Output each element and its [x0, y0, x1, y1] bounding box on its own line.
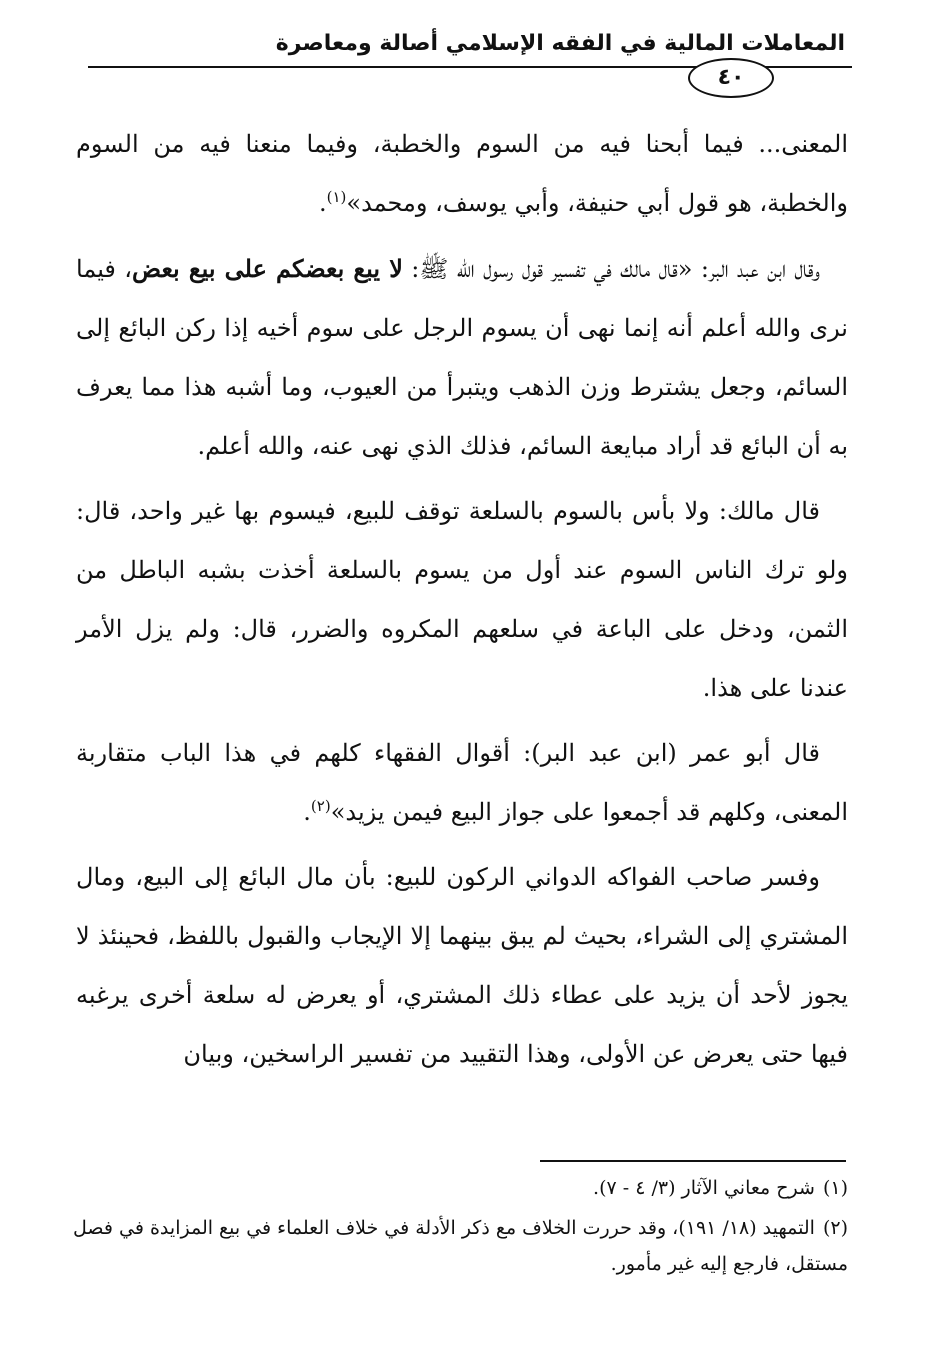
footnote-1-number: (١) [822, 1177, 848, 1199]
paragraph-1 [76, 115, 848, 233]
main-text [76, 115, 848, 1090]
paragraph-2-text-before: وقال ابن عبد البر: «قال مالك في تفسير قول رسول الله ﷺ: [402, 255, 820, 283]
paragraph-3-text: قال مالك: ولا بأس بالسوم بالسلعة توقف للبيع، فيسوم بها غير واحد، قال: ولو ترك الناس السوم عند أول من يسوم بالسلعة أخذت بشبه الباطل من الثمن، ودخل على الباعة في سلعهم المكروه والضرر، قال: ولم يزل الأمر عندنا على هذا. [76, 497, 848, 702]
paragraph-5 [76, 848, 848, 1084]
hadith-quote: لا يبع بعضكم على بيع بعض [132, 254, 403, 283]
page-number-badge: ٤٠ [688, 58, 774, 98]
paragraph-2 [76, 239, 848, 476]
paragraph-2-text-after: ، فيما نرى والله أعلم أنه إنما نهى أن يسوم الرجل على سوم أخيه إذا ركن البائع إلى السائم، وجعل يشترط وزن الذهب ويتبرأ من العيوب، وما أشبه هذا مما يعرف به أن البائع قد أراد مبايعة السائم، فذلك الذي نهى عنه، والله أعلم. [76, 255, 848, 460]
footnote-1-text: شرح معاني الآثار (٣/ ٤ - ٧). [593, 1177, 815, 1199]
footnote-separator [540, 1160, 846, 1162]
paragraph-4 [76, 724, 848, 842]
running-header-title: المعاملات المالية في الفقه الإسلامي أصالة ومعاصرة [275, 31, 845, 56]
footnote-ref-2: (٢) [310, 797, 331, 815]
paragraph-3 [76, 482, 848, 718]
paragraph-1-end: . [318, 189, 327, 217]
paragraph-5-text: وفسر صاحب الفواكه الدواني الركون للبيع: بأن مال البائع إلى البيع، ومال المشتري إلى الشراء، بحيث لم يبق بينهما إلا الإيجاب والقبول باللفظ، فحينئذ لا يجوز لأحد أن يزيد على عطاء ذلك المشتري، أو يعرض له سلعة أخرى يرغبه فيها حتى يعرض عن الأولى، وهذا التقييد من تفسير الراسخين، وبيان [76, 863, 848, 1068]
footnote-2-number: (٢) [822, 1217, 848, 1239]
paragraph-4-end: . [303, 798, 311, 826]
paragraph-4-text: قال أبو عمر (ابن عبد البر): أقوال الفقهاء كلهم في هذا الباب متقاربة المعنى، وكلهم قد أجمعوا على جواز البيع فيمن يزيد» [76, 739, 848, 826]
footnote-2 [70, 1210, 848, 1282]
footnote-2-text: التمهيد (١٨/ ١٩١)، وقد حررت الخلاف مع ذكر الأدلة في خلاف العلماء في بيع المزايدة في فصل مستقل، فارجع إليه غير مأمور. [73, 1217, 848, 1275]
footnote-1 [70, 1170, 848, 1206]
footnotes [70, 1170, 848, 1286]
footnote-ref-1: (١) [326, 188, 347, 206]
paragraph-1-text: المعنى... فيما أبحنا فيه من السوم والخطبة، وفيما منعنا فيه من السوم والخطبة، هو قول أبي حنيفة، وأبي يوسف، ومحمد» [76, 130, 848, 217]
